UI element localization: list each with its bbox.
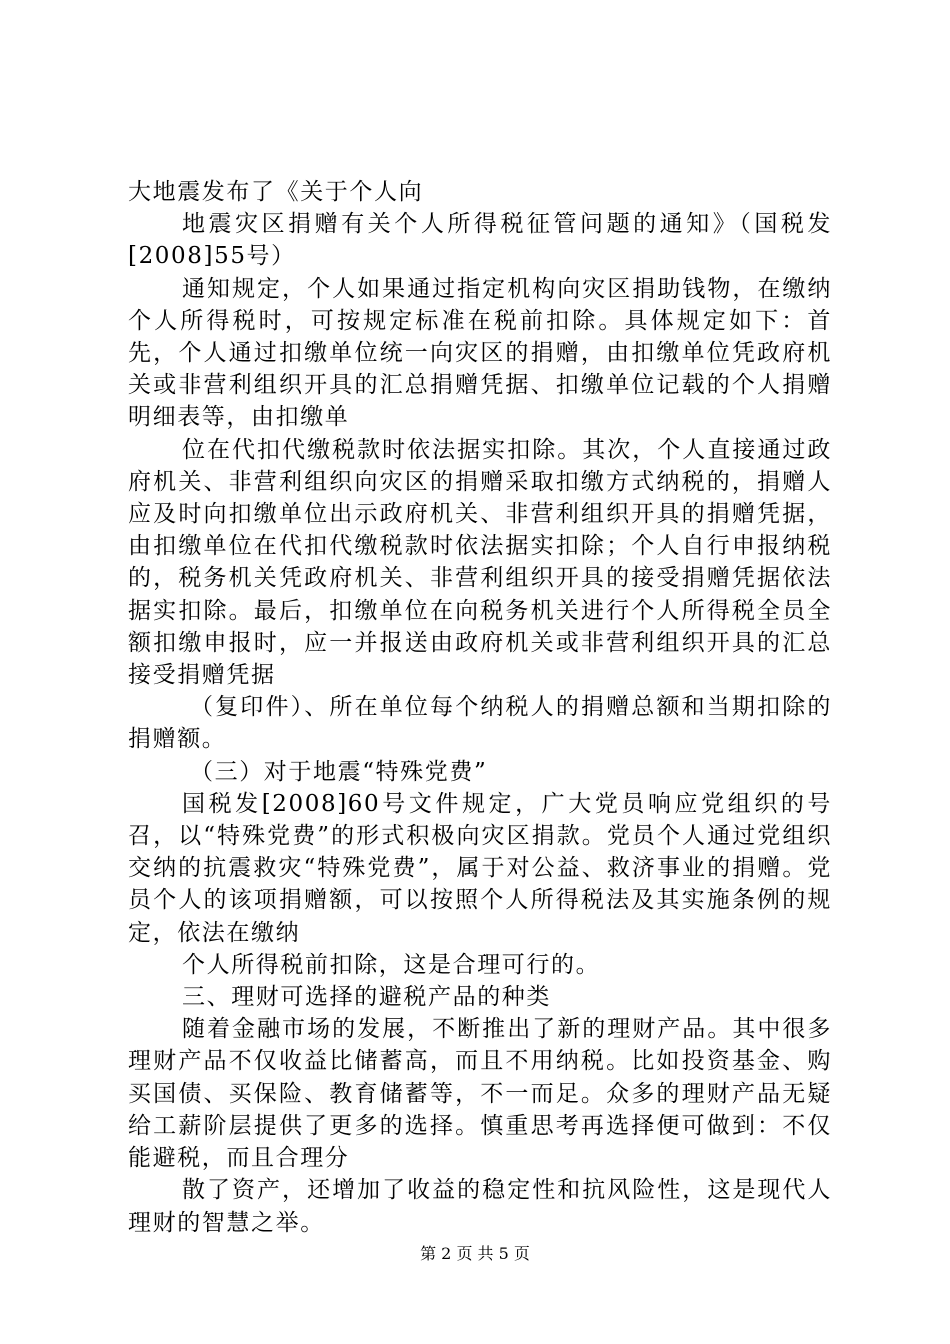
page-number-footer: 第 2 页 共 5 页 [420,1244,530,1263]
section-heading-tax-products: 三、理财可选择的避税产品的种类 [182,984,551,1011]
paragraph-intro-fragment: 大地震发布了《关于个人向 [128,179,424,205]
paragraph-notice-title: 地震灾区捐赠有关个人所得税征管问题的通知》（国税发[2008]55号） [128,211,832,270]
section-heading-special-party-fee: （三）对于地震“特殊党费” [190,758,488,785]
paragraph-party-fee-conclusion: 个人所得税前扣除，这是合理可行的。 [182,951,601,978]
paragraph-closing: 散了资产，还增加了收益的稳定性和抗风险性，这是现代人理财的智慧之举。 [128,1177,832,1236]
paragraph-notice-rules: 通知规定，个人如果通过指定机构向灾区捐助钱物，在缴纳个人所得税时，可按规定标准在税前扣除。具体规定如下：首先，个人通过扣缴单位统一向灾区的捐赠，由扣缴单位凭政府机关或非营利组织开具的汇总捐赠凭据、扣缴单位记载的个人捐赠明细表等，由扣缴单 [128,275,832,431]
document-body [128,176,832,1239]
paragraph-copy-and-totals: （复印件）、所在单位每个纳税人的捐赠总额和当期扣除的捐赠额。 [128,694,832,753]
paragraph-financial-products: 随着金融市场的发展，不断推出了新的理财产品。其中很多理财产品不仅收益比储蓄高，而且不用纳税。比如投资基金、购买国债、买保险、教育储蓄等，不一而足。众多的理财产品无疑给工薪阶层提供了更多的选择。慎重思考再选择便可做到：不仅能避税，而且合理分 [128,1016,832,1172]
paragraph-deduction-details: 位在代扣代缴税款时依法据实扣除。其次，个人直接通过政府机关、非营利组织向灾区的捐赠采取扣缴方式纳税的，捐赠人应及时向扣缴单位出示政府机关、非营利组织开具的捐赠凭据，由扣缴单位在代扣代缴税款时依法据实扣除；个人自行申报纳税的，税务机关凭政府机关、非营利组织开具的接受捐赠凭据依法据实扣除。最后，扣缴单位在向税务机关进行个人所得税全员全额扣缴申报时，应一并报送由政府机关或非营利组织开具的汇总接受捐赠凭据 [128,436,832,689]
paragraph-party-fee-rules: 国税发[2008]60号文件规定，广大党员响应党组织的号召，以“特殊党费”的形式积极向灾区捐款。党员个人通过党组织交纳的抗震救灾“特殊党费”，属于对公益、救济事业的捐赠。党员个人的该项捐赠额，可以按照个人所得税法及其实施条例的规定，依法在缴纳 [128,790,832,946]
